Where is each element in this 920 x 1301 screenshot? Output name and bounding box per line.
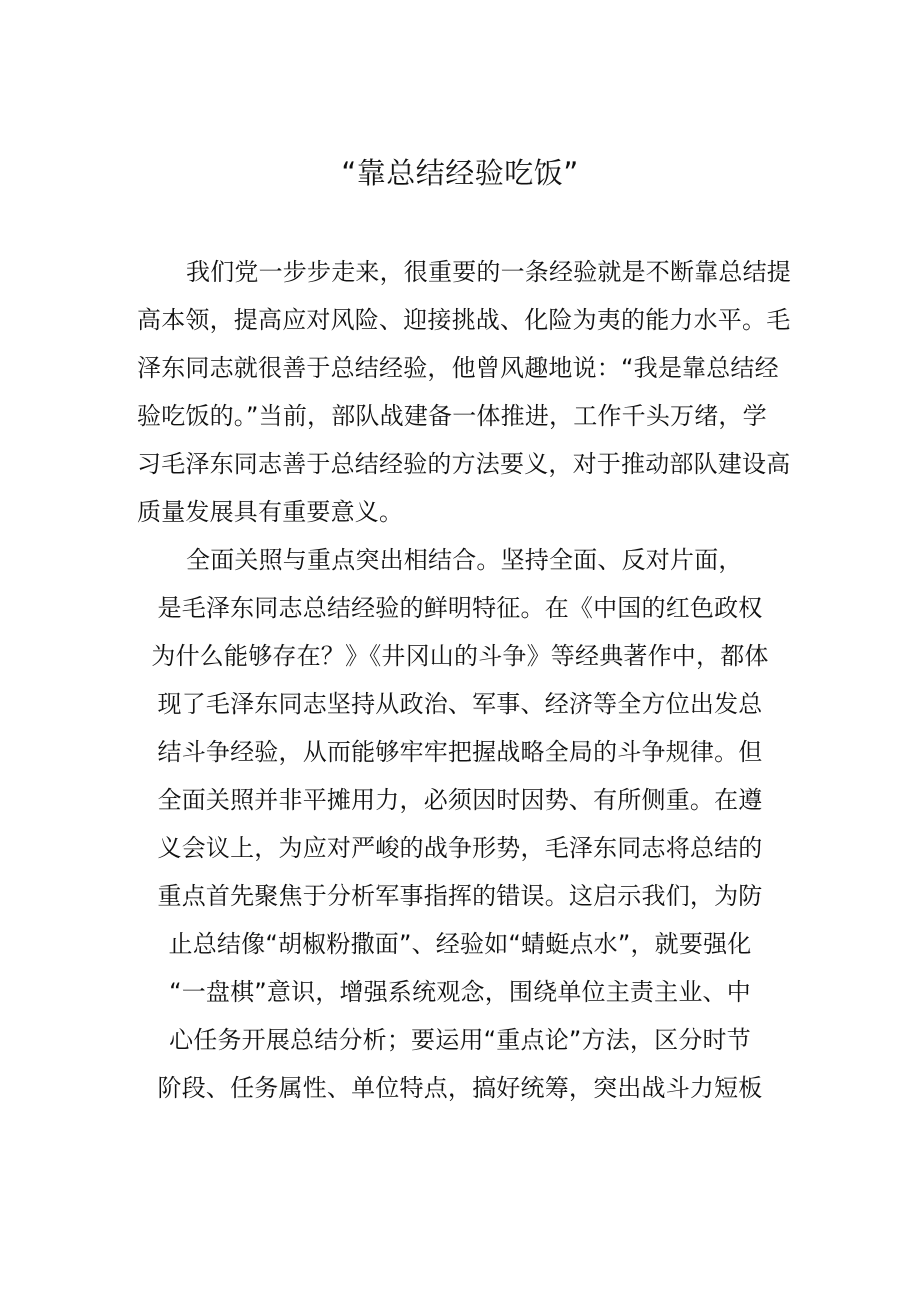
paragraph-2-line-10: “一盘棋”意识，增强系统观念，围绕单位主责主业、中: [169, 978, 751, 1006]
paragraph-1-line-1: 我们党一步步走来，很重要的一条经验就是不断靠总结提: [186, 258, 791, 286]
paragraph-2-line-12: 阶段、任务属性、单位特点，搞好统筹，突出战斗力短板: [157, 1074, 763, 1102]
paragraph-1-line-2: 高本领，提高应对风险、迎接挑战、化险为夷的能力水平。毛: [137, 306, 791, 334]
paragraph-2-line-11: 心任务开展总结分析；要运用“重点论”方法，区分时节: [169, 1026, 751, 1054]
paragraph-1-line-4: 验吃饭的。”当前，部队战建备一体推进，工作千头万绪，学: [137, 402, 767, 430]
paragraph-1-line-6: 质量发展具有重要意义。: [137, 498, 404, 526]
paragraph-2-line-8: 重点首先聚焦于分析军事指挥的错误。这启示我们，为防: [157, 882, 763, 910]
paragraph-1-line-3: 泽东同志就很善于总结经验，他曾风趣地说：“我是靠总结经: [137, 354, 779, 382]
document-title: “靠总结经验吃饭”: [341, 156, 579, 190]
paragraph-2-line-2: 是毛泽东同志总结经验的鲜明特征。在《中国的红色政权: [157, 594, 763, 622]
paragraph-2-line-9: 止总结像“胡椒粉撒面”、经验如“蜻蜓点水”，就要强化: [168, 930, 752, 958]
paragraph-2-line-6: 全面关照并非平摊用力，必须因时因势、有所侧重。在遵: [157, 786, 763, 814]
paragraph-2-line-5: 结斗争经验，从而能够牢牢把握战略全局的斗争规律。但: [157, 738, 763, 766]
paragraph-2-line-1: 全面关照与重点突出相结合。坚持全面、反对片面，: [186, 546, 743, 574]
paragraph-2-line-7: 义会议上，为应对严峻的战争形势，毛泽东同志将总结的: [157, 834, 763, 862]
paragraph-2-line-3: 为什么能够存在？》《井冈山的斗争》等经典著作中，都体: [151, 642, 769, 670]
paragraph-2-line-4: 现了毛泽东同志坚持从政治、军事、经济等全方位出发总: [157, 690, 763, 718]
paragraph-1-line-5: 习毛泽东同志善于总结经验的方法要义，对于推动部队建设高: [137, 450, 791, 478]
